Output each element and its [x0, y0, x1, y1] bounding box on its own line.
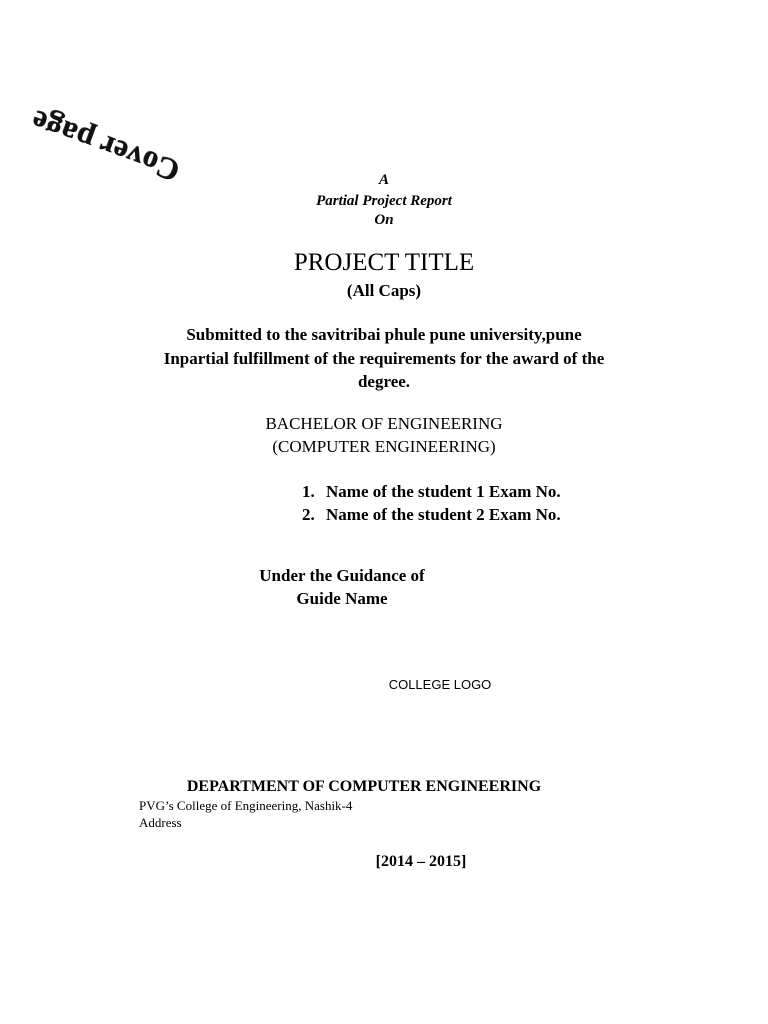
degree-line-1: BACHELOR OF ENGINEERING: [265, 414, 503, 433]
academic-year: [2014 – 2015]: [375, 853, 467, 870]
report-label-on: On: [374, 212, 394, 228]
student-item: [302, 503, 561, 526]
cover-page-stamp: Cover page: [26, 103, 185, 190]
degree-line-2: (COMPUTER ENGINEERING): [272, 437, 496, 456]
project-title: PROJECT TITLE: [293, 249, 475, 276]
college-name: PVG’s College of Engineering, Nashik-4: [139, 798, 353, 813]
submission-line-1: Submitted to the savitribai phule pune university,pune: [186, 325, 582, 344]
project-title-note: (All Caps): [346, 281, 422, 300]
guide-name: Guide Name: [296, 589, 388, 608]
student-list: [302, 480, 561, 526]
student-number: 2.: [302, 505, 315, 524]
report-label-a: A: [378, 172, 389, 188]
student-item: [302, 480, 561, 503]
department-name: DEPARTMENT OF COMPUTER ENGINEERING: [186, 778, 542, 795]
college-address: Address: [139, 815, 182, 830]
report-label-partial: Partial Project Report: [316, 193, 452, 209]
submission-line-3: degree.: [357, 372, 411, 391]
submission-line-2: Inpartial fulfillment of the requirements for the award of the: [163, 349, 605, 368]
student-number: 1.: [302, 482, 315, 501]
college-logo-placeholder: COLLEGE LOGO: [388, 677, 492, 692]
student-name: Name of the student 1 Exam No.: [326, 482, 561, 501]
student-name: Name of the student 2 Exam No.: [326, 505, 561, 524]
guidance-line-1: Under the Guidance of: [259, 566, 425, 585]
